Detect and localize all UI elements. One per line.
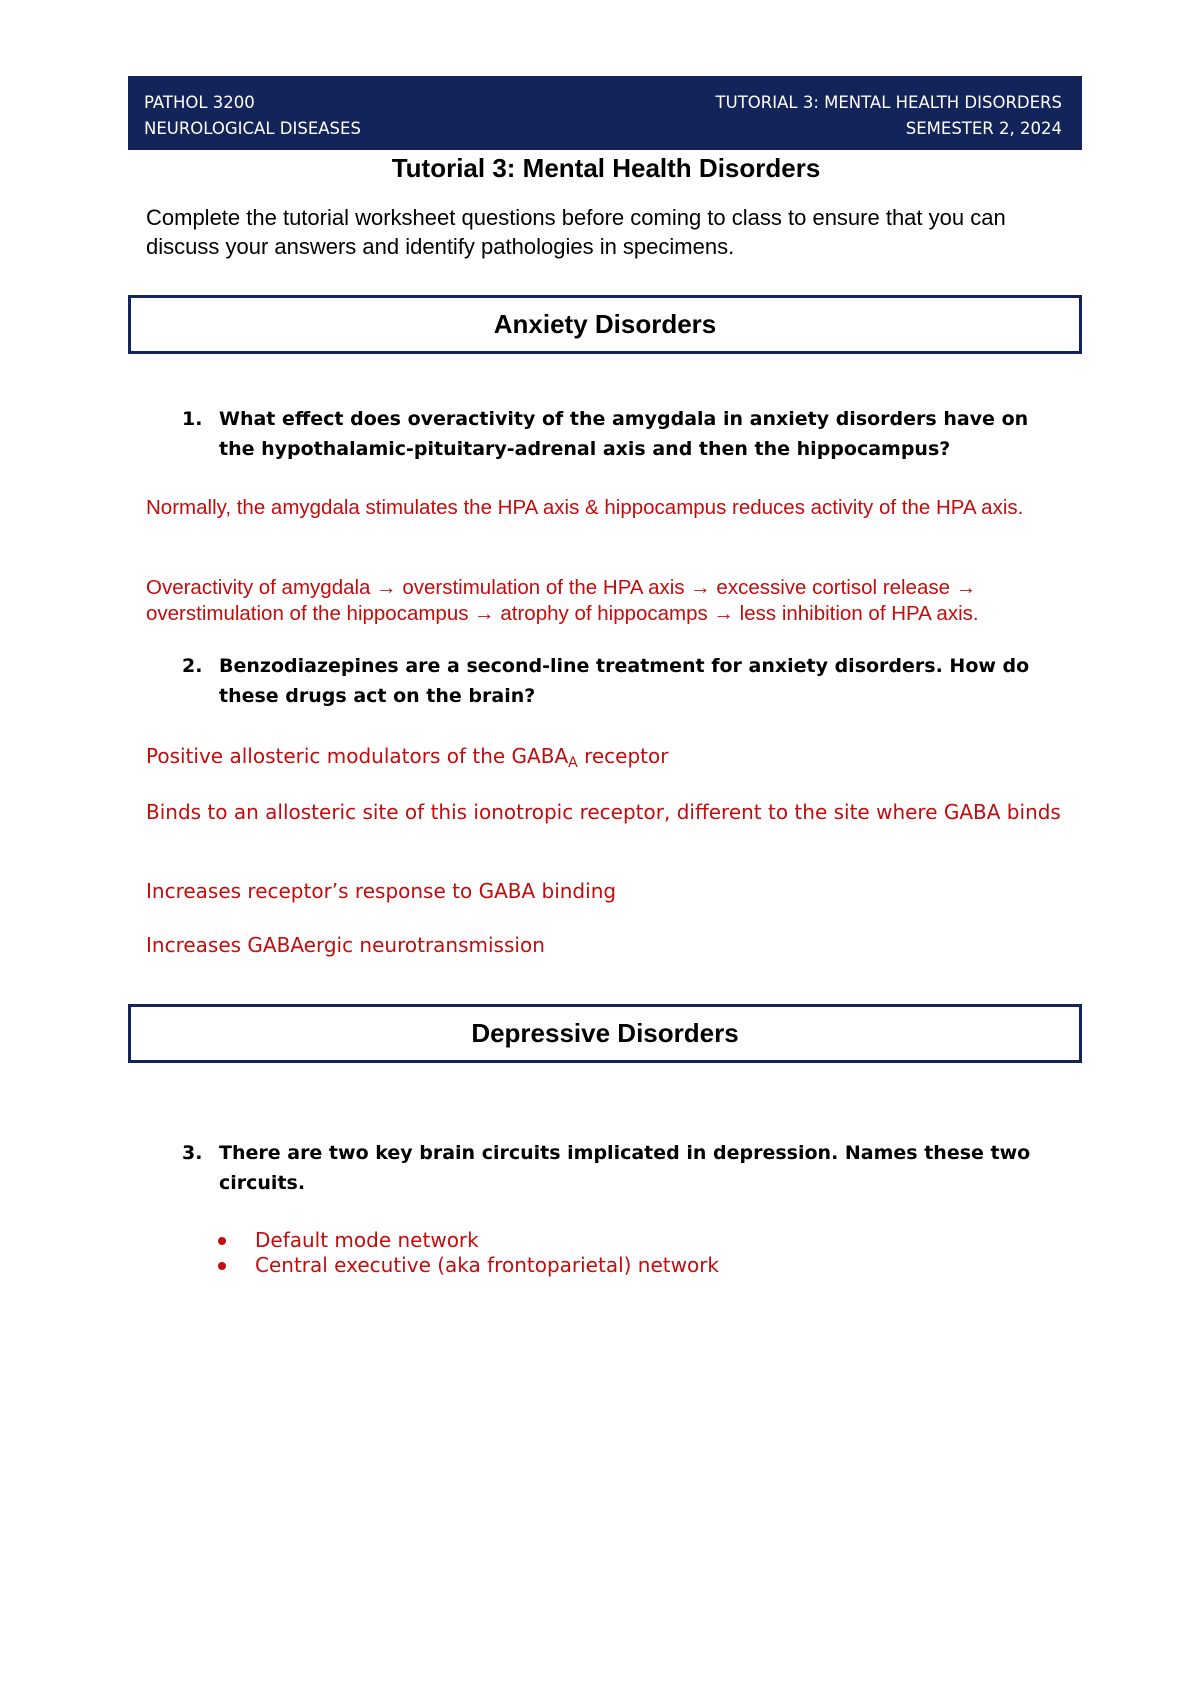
- semester-label: SEMESTER 2, 2024: [905, 119, 1062, 138]
- answer-1a: Normally, the amygdala stimulates the HPA axis & hippocampus reduces activity of the HPA axis.: [146, 496, 1024, 519]
- header-row-top: [144, 90, 1062, 116]
- question-number: 3.: [182, 1142, 203, 1164]
- answer-3-list: [218, 1228, 719, 1278]
- question-text: There are two key brain circuits implicated in depression. Names these two circuits.: [219, 1142, 1031, 1194]
- question-2: [182, 651, 1062, 711]
- answer-2c: Increases receptor’s response to GABA binding: [146, 879, 617, 903]
- question-text: What effect does overactivity of the amygdala in anxiety disorders have on the hypothalamic-pituitary-adrenal axis and then the hippocampus?: [219, 408, 1029, 460]
- answer-2a-prefix: Positive allosteric modulators of the GABA: [146, 744, 569, 768]
- answer-2a-suffix: receptor: [577, 744, 669, 768]
- question-3: [182, 1138, 1062, 1198]
- question-1: [182, 404, 1062, 464]
- question-text: Benzodiazepines are a second-line treatment for anxiety disorders. How do these drugs act on the brain?: [219, 655, 1030, 707]
- course-name: NEUROLOGICAL DISEASES: [144, 119, 361, 138]
- answer-2b: Binds to an allosteric site of this ionotropic receptor, different to the site where GABA binds: [146, 800, 1061, 824]
- section-heading-anxiety: Anxiety Disorders: [128, 295, 1082, 354]
- answer-1b: Overactivity of amygdala → overstimulation of the HPA axis → excessive cortisol release → overstimulation of the hippocampus → atrophy of hippocamps → less inhibition of HPA axis.: [146, 576, 979, 625]
- question-number: 1.: [182, 408, 203, 430]
- list-item: Default mode network: [218, 1228, 719, 1253]
- page-title: Tutorial 3: Mental Health Disorders: [391, 153, 821, 183]
- answer-2a: [146, 743, 1076, 776]
- answer-2d: Increases GABAergic neurotransmission: [146, 933, 545, 957]
- document-header: [128, 76, 1082, 150]
- section-heading-depressive: Depressive Disorders: [128, 1004, 1082, 1063]
- tutorial-label: TUTORIAL 3: MENTAL HEALTH DISORDERS: [715, 93, 1062, 112]
- question-number: 2.: [182, 655, 203, 677]
- answer-2a-subscript: A: [568, 755, 578, 771]
- intro-paragraph: Complete the tutorial worksheet questions before coming to class to ensure that you can discuss your answers and identify pathologies in specimens.: [146, 205, 1006, 259]
- header-row-bottom: [144, 116, 1062, 142]
- list-item: Central executive (aka frontoparietal) network: [218, 1253, 719, 1278]
- course-code: PATHOL 3200: [144, 93, 255, 112]
